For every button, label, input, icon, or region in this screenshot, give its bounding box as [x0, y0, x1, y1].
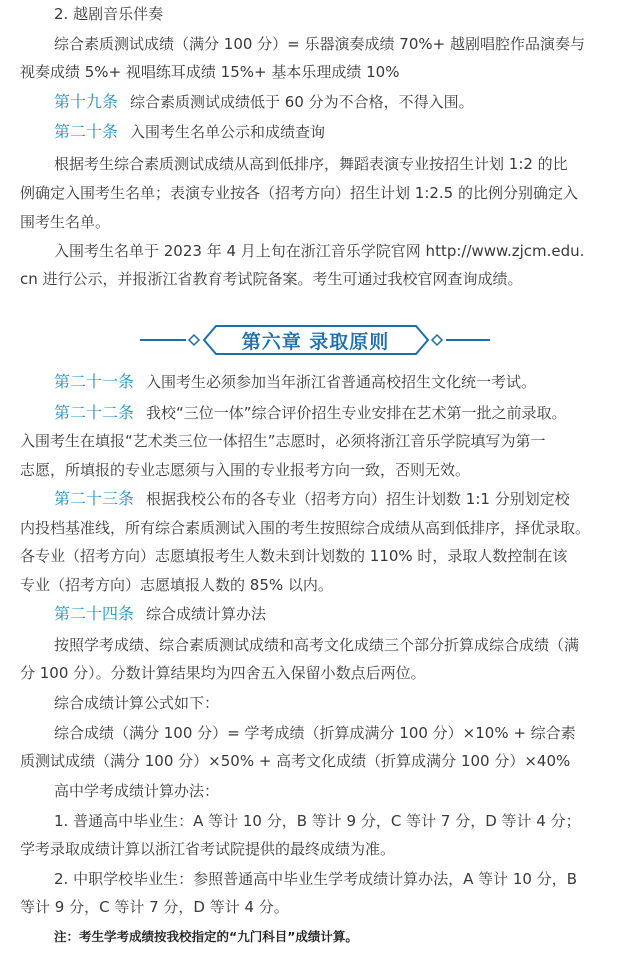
article-20-para1-line-1: 根据考生综合素质测试成绩从高到低排序，舞蹈表演专业按招生计划 1:2 的比	[54, 155, 568, 173]
article-22-text-1: 我校“三位一体”综合评价招生专业安排在艺术第一批之前录取。	[146, 404, 567, 422]
article-20-text: 入围考生名单公示和成绩查询	[130, 123, 326, 141]
article-21	[0, 371, 631, 393]
article-23-line-4: 专业（招考方向）志愿填报人数的 85% 以内。	[20, 576, 333, 594]
article-21-text: 入围考生必须参加当年浙江省普通高校招生文化统一考试。	[146, 373, 537, 391]
article-23-label: 第二十三条	[54, 489, 135, 508]
article-24	[0, 603, 631, 625]
music-formula-line-1: 综合素质测试成绩（满分 100 分）= 乐器演奏成绩 70%+ 越剧唱腔作品演奏与	[54, 35, 585, 53]
article-20-para2-line-1: 入围考生名单于 2023 年 4 月上旬在浙江音乐学院官网 http://www.zjcm.edu.	[54, 242, 585, 260]
article-21-label: 第二十一条	[54, 372, 135, 391]
article-22-label: 第二十二条	[54, 403, 135, 422]
formula-line-1: 综合成绩（满分 100 分）= 学考成绩（折算成满分 100 分）×10% + 综合素	[54, 724, 576, 742]
hs-item-2-line-1: 2. 中职学校毕业生：参照普通高中毕业生学考成绩计算办法，A 等计 10 分，B	[54, 870, 578, 888]
article-19-text: 综合素质测试成绩低于 60 分为不合格，不得入围。	[130, 93, 474, 111]
article-23	[0, 488, 631, 510]
music-formula-line-2: 视奏成绩 5%+ 视唱练耳成绩 15%+ 基本乐理成绩 10%	[20, 63, 400, 81]
article-20	[0, 121, 631, 143]
chapter-title: 第六章 录取原则	[241, 331, 390, 353]
music-item-heading: 2. 越剧音乐伴奏	[54, 5, 164, 23]
hs-item-1-line-1: 1. 普通高中毕业生：A 等计 10 分，B 等计 9 分，C 等计 7 分，D 等计 4 分；	[54, 812, 581, 830]
hs-intro: 高中学考成绩计算办法：	[54, 782, 220, 800]
hs-item-2-line-2: 等计 9 分，C 等计 7 分，D 等计 4 分。	[20, 898, 289, 916]
article-22-line-3: 志愿，所填报的专业志愿须与入围的专业报考方向一致，否则无效。	[20, 461, 471, 479]
hs-item-1-line-2: 学考录取成绩计算以浙江省考试院提供的最终成绩为准。	[20, 840, 396, 858]
article-20-para2-line-2: cn 进行公示，并报浙江省教育考试院备案。考生可通过我校官网查询成绩。	[20, 270, 523, 288]
article-23-line-3: 各专业（招考方向）志愿填报考生人数未到计划数的 110% 时，录取人数控制在该	[20, 547, 568, 565]
footnote: 注：考生学考成绩按我校指定的“九门科目”成绩计算。	[54, 929, 358, 944]
article-20-para1-line-3: 围考生名单。	[20, 213, 111, 231]
formula-line-2: 质测试成绩（满分 100 分）×50% + 高考文化成绩（折算成满分 100 分）×40%	[20, 752, 571, 770]
article-24-para1-line-1: 按照学考成绩、综合素质测试成绩和高考文化成绩三个部分折算成综合成绩（满	[54, 636, 580, 654]
formula-intro: 综合成绩计算公式如下：	[54, 694, 220, 712]
article-23-line-2: 内投档基准线，所有综合素质测试入围的考生按照综合成绩从高到低排序，择优录取。	[20, 519, 591, 537]
article-19-label: 第十九条	[54, 92, 119, 111]
article-19	[0, 91, 631, 113]
article-23-text-1: 根据我校公布的各专业（招考方向）招生计划数 1:1 分别划定校	[146, 490, 570, 508]
article-20-label: 第二十条	[54, 122, 119, 141]
article-22	[0, 402, 631, 424]
article-22-line-2: 入围考生在填报“艺术类三位一体招生”志愿时，必须将浙江音乐学院填写为第一	[20, 432, 546, 450]
chapter-header	[0, 320, 631, 360]
article-20-para1-line-2: 例确定入围考生名单；表演专业按各（招考方向）招生计划 1:2.5 的比例分别确定入	[20, 184, 578, 202]
article-24-label: 第二十四条	[54, 604, 135, 623]
article-24-para1-line-2: 分 100 分）。分数计算结果均为四舍五入保留小数点后两位。	[20, 664, 426, 682]
article-24-text: 综合成绩计算办法	[146, 605, 267, 623]
